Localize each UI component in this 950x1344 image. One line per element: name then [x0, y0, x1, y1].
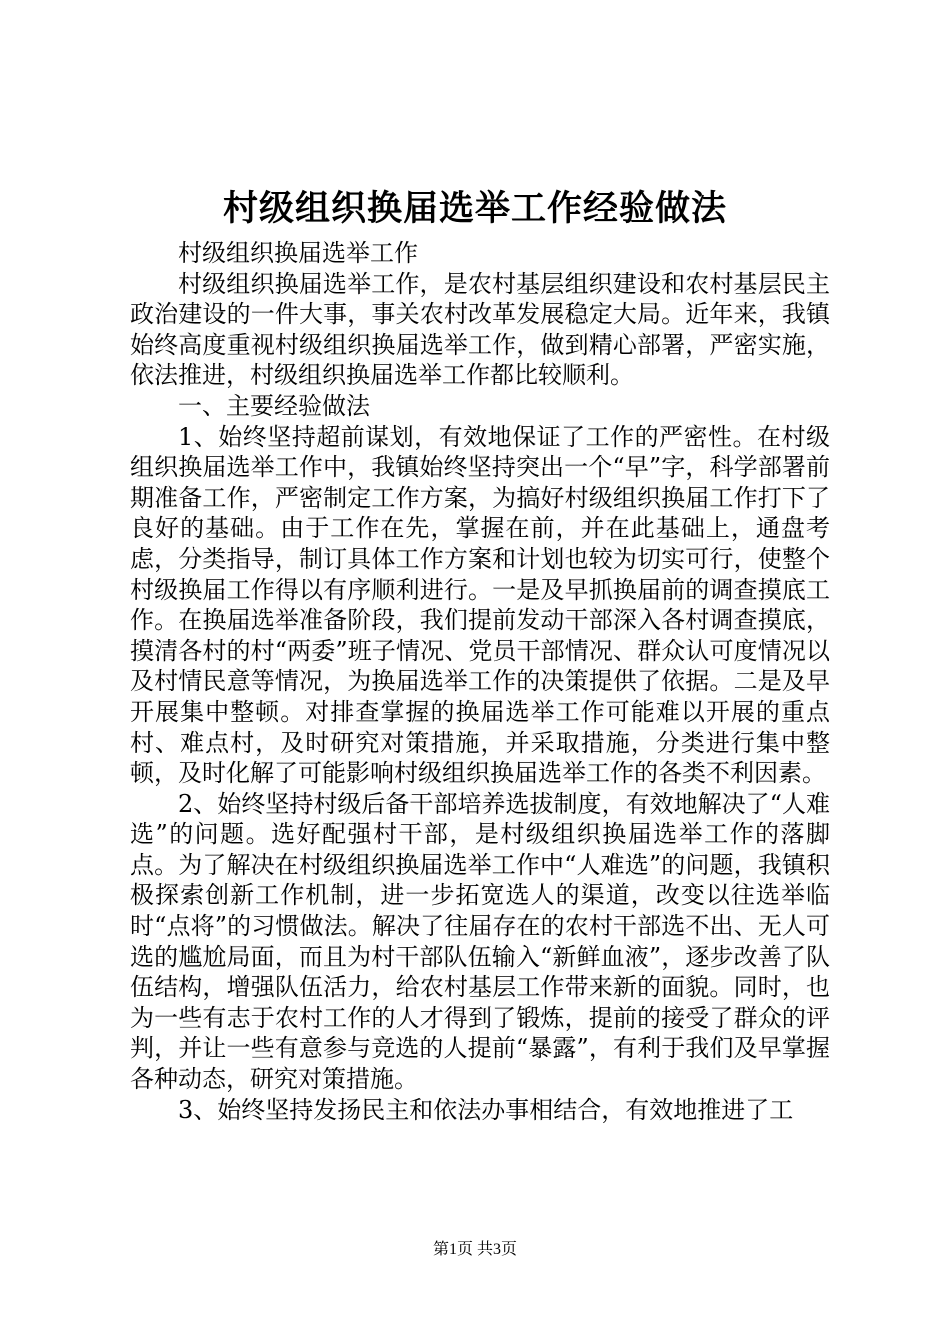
- document-title: 村级组织换届选举工作经验做法: [222, 188, 727, 229]
- page-number-footer: 第1页 共3页: [432, 1241, 517, 1258]
- paragraph-point-2: 2、始终坚持村级后备干部培养选拔制度，有效地解决了“人难选”的问题。选好配强村干部，是村级组织换届选举工作的落脚点。为了解决在村级组织换届选举工作中“人难选”的问题，我镇积极探索创新工作机制，进一步拓宽选人的渠道，改变以往选举临时“点将”的习惯做法。解决了往届存在的农村干部选不出、无人可选的尴尬局面，而且为村干部队伍输入“新鲜血液”，逐步改善了队伍结构，增强队伍活力，给农村基层工作带来新的面貌。同时，也为一些有志于农村工作的人才得到了锻炼，提前的接受了群众的评判，并让一些有意参与竞选的人提前“暴露”，有利于我们及早掌握各种动态，研究对策措施。: [130, 789, 830, 1094]
- paragraph-intro: 村级组织换届选举工作，是农村基层组织建设和农村基层民主政治建设的一件大事，事关农村改革发展稳定大局。近年来，我镇始终高度重视村级组织换届选举工作，做到精心部署，严密实施，依法推进，村级组织换届选举工作都比较顺利。: [130, 269, 830, 390]
- paragraph-subtitle: 村级组织换届选举工作: [178, 239, 418, 267]
- paragraph-point-3: 3、始终坚持发扬民主和依法办事相结合，有效地推进了工: [178, 1095, 794, 1124]
- section-heading: 一、主要经验做法: [178, 391, 370, 420]
- paragraph-point-1: 1、始终坚持超前谋划，有效地保证了工作的严密性。在村级组织换届选举工作中，我镇始终坚持突出一个“早”字，科学部署前期准备工作，严密制定工作方案，为搞好村级组织换届工作打下了良好的基础。由于工作在先，掌握在前，并在此基础上，通盘考虑，分类指导，制订具体工作方案和计划也较为切实可行，使整个村级换届工作得以有序顺利进行。一是及早抓换届前的调查摸底工作。在换届选举准备阶段，我们提前发动干部深入各村调查摸底，摸清各村的村“两委”班子情况、党员干部情况、群众认可度情况以及村情民意等情况，为换届选举工作的决策提供了依据。二是及早开展集中整顿。对排查掌握的换届选举工作可能难以开展的重点村、难点村，及时研究对策措施，并采取措施，分类进行集中整顿，及时化解了可能影响村级组织换届选举工作的各类不利因素。: [130, 422, 830, 788]
- document-body: [130, 238, 830, 1125]
